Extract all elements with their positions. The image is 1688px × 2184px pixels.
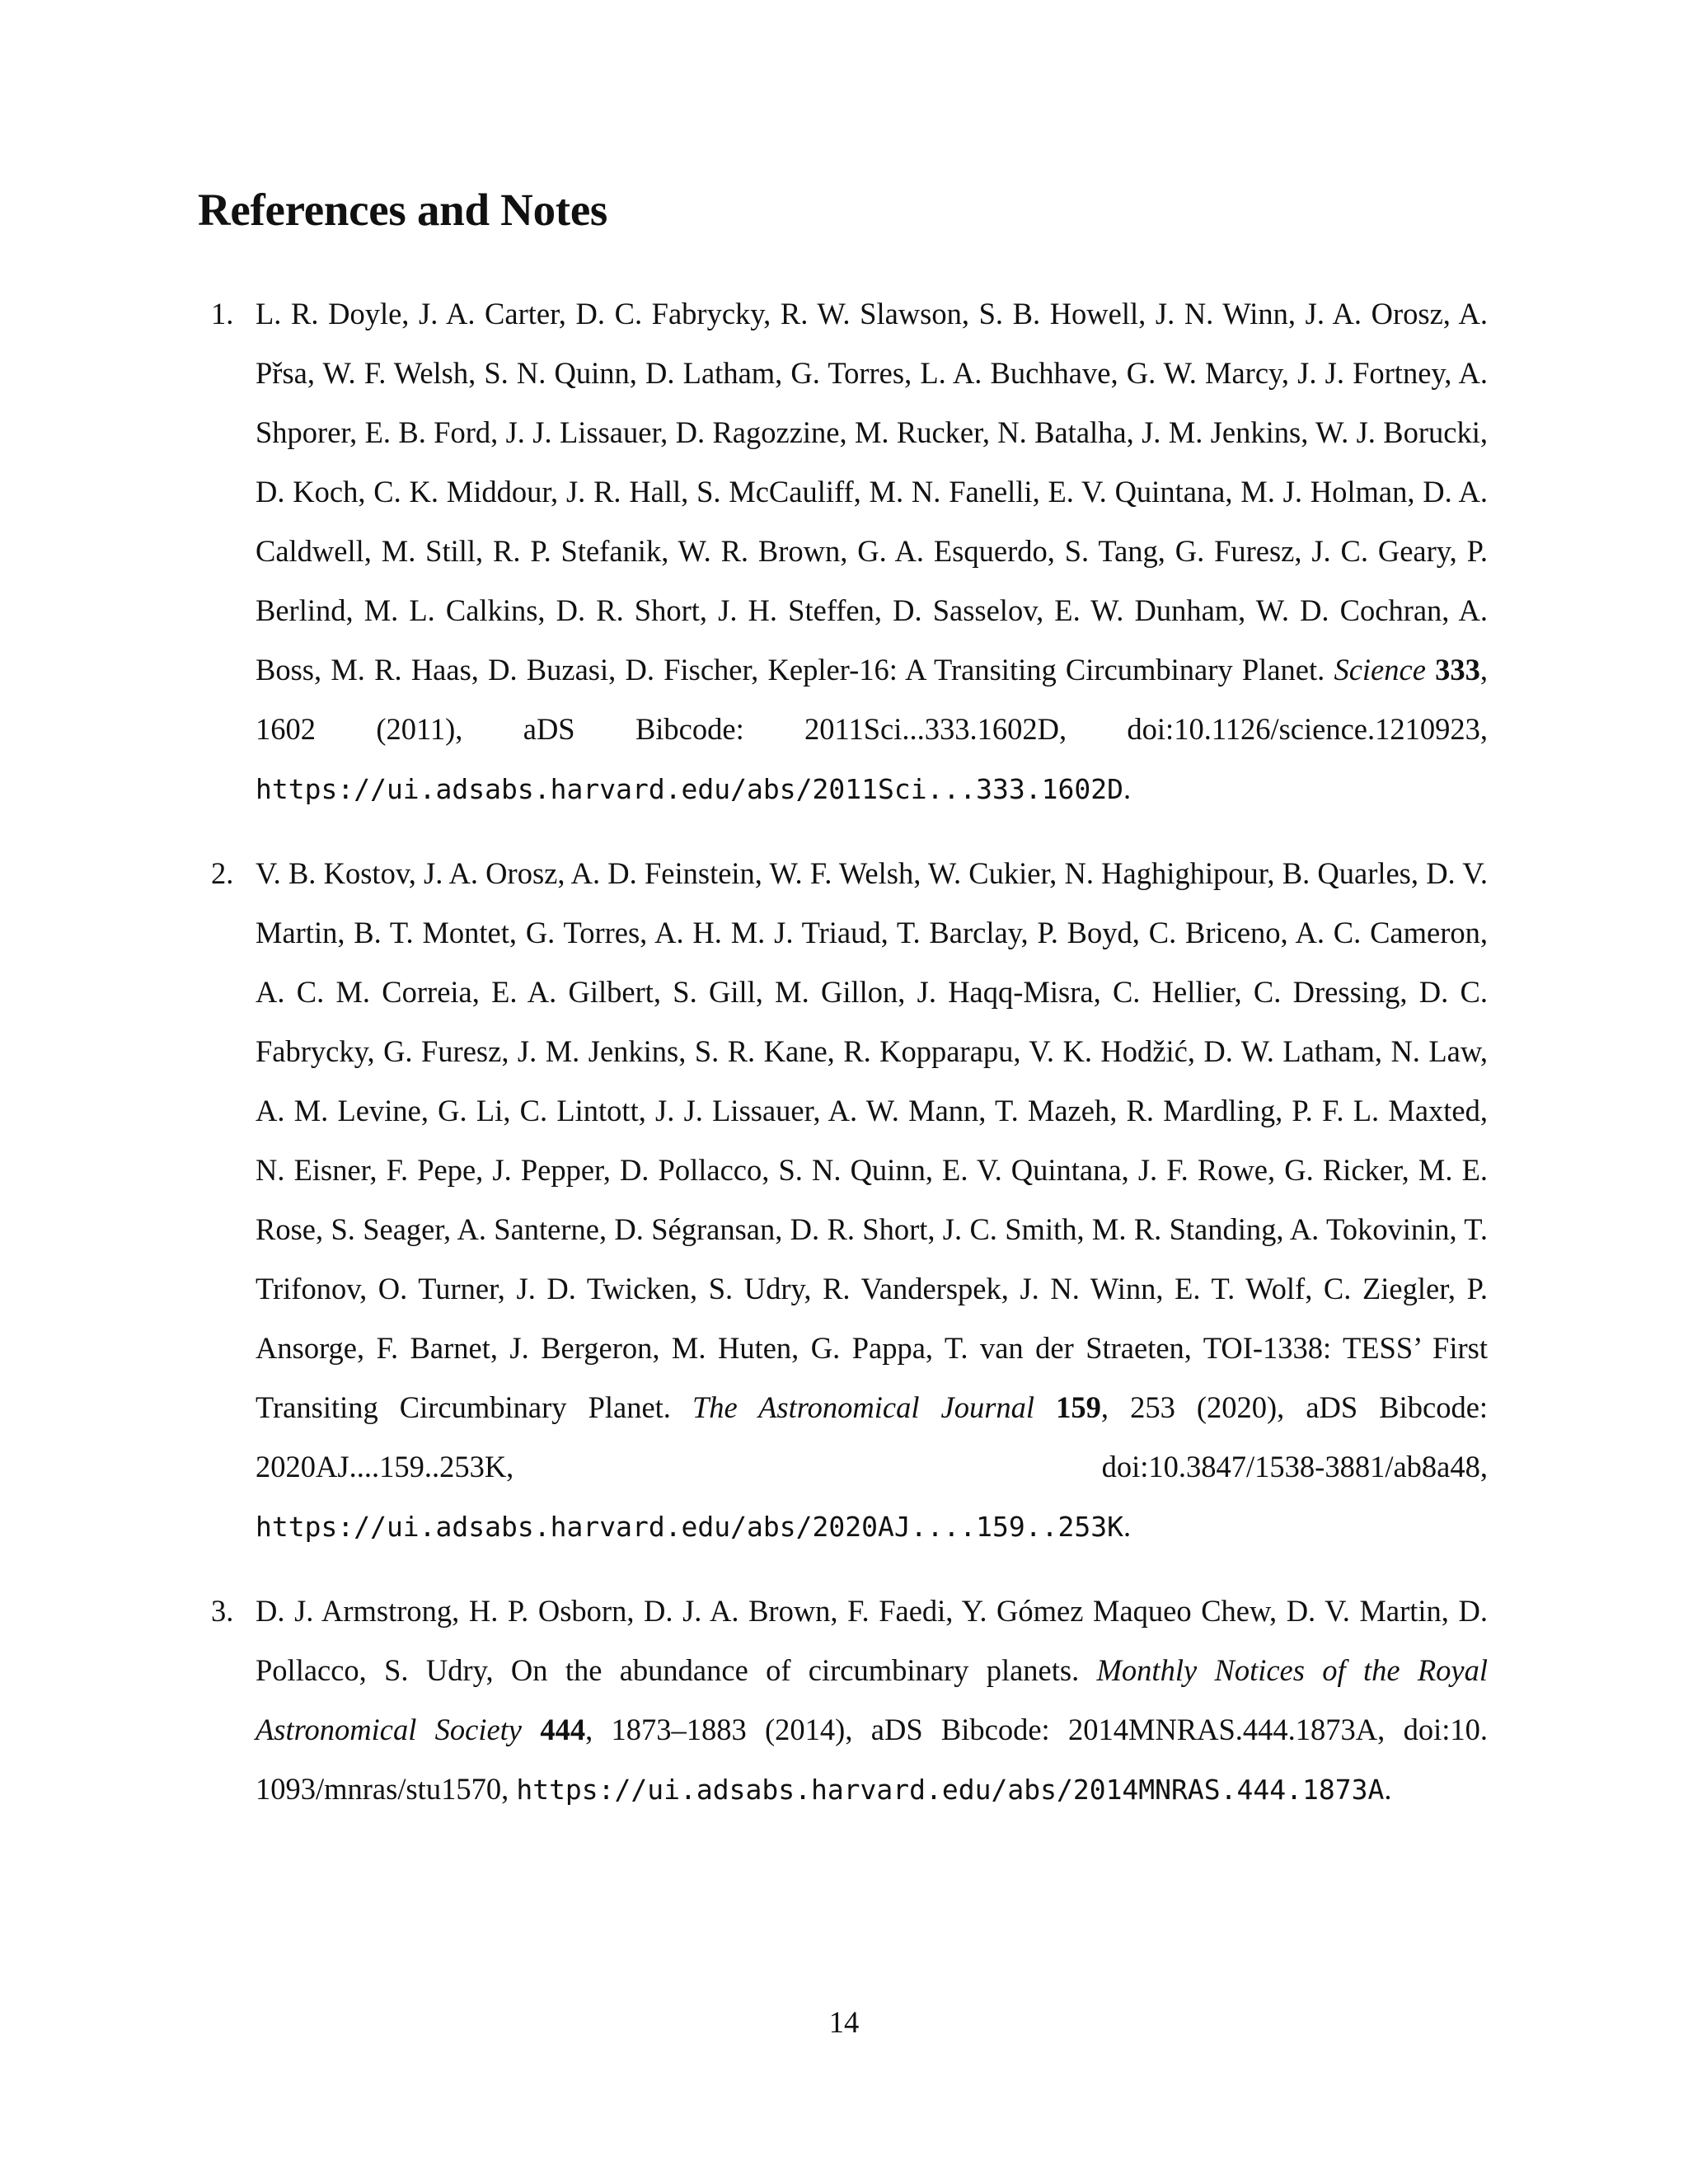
reference-item-2 xyxy=(198,844,1488,1557)
reference-details: , 253 (2020), aDS Bibcode: 2020AJ....159..253K, doi:10.3847/1538-3881/ab8a48, xyxy=(256,1390,1489,1483)
reference-authors-title: V. B. Kostov, J. A. Orosz, A. D. Feinstein, W. F. Welsh, W. Cukier, N. Haghighipour, B. Quarles, D. V. Martin, B. T. Montet, G. Torres, A. H. M. J. Triaud, T. Barclay, P. Boyd, C. Briceno, A. C. Cameron, A. C. M. Correia, E. A. Gilbert, S. Gill, M. Gillon, J. Haqq-Misra, C. Hellier, C. Dressing, D. C. Fabrycky, G. Furesz, J. M. Jenkins, S. R. Kane, R. Kopparapu, V. K. Hodžić, D. W. Latham, N. Law, A. M. Levine, G. Li, C. Lintott, J. J. Lissauer, A. W. Mann, T. Mazeh, R. Mardling, P. F. L. Maxted, N. Eisner, F. Pepe, J. Pepper, D. Pollacco, S. N. Quinn, E. V. Quintana, J. F. Rowe, G. Ricker, M. E. Rose, S. Seager, A. Santerne, D. Ségransan, D. R. Short, J. C. Smith, M. R. Standing, A. Tokovinin, T. Trifonov, O. Turner, J. D. Twicken, S. Udry, R. Vanderspek, J. N. Winn, E. T. Wolf, C. Ziegler, P. Ansorge, F. Barnet, J. Bergeron, M. Huten, G. Pappa, T. van der Straeten, TOI-1338: TESS’ First Transiting Circumbinary Planet. xyxy=(256,856,1488,1424)
reference-volume: 159 xyxy=(1056,1390,1101,1424)
reference-volume: 444 xyxy=(540,1713,586,1746)
reference-list xyxy=(198,284,1488,1820)
reference-item-3 xyxy=(198,1582,1488,1820)
reference-number: 3. xyxy=(211,1594,234,1628)
reference-details: , 1602 (2011), aDS Bibcode: 2011Sci...333.1602D, doi:10.1126/science.1210923, xyxy=(256,653,1488,746)
reference-journal: The Astronomical Journal xyxy=(692,1390,1035,1424)
reference-volume: 333 xyxy=(1435,653,1480,687)
reference-details: , 1873–1883 (2014), aDS Bibcode: 2014MNRAS.444.1873A, doi:10.​1093/mnras/stu1570, xyxy=(256,1713,1488,1806)
page-number: 14 xyxy=(828,2005,860,2039)
reference-journal: Science xyxy=(1334,653,1426,687)
reference-journal: Monthly Notices of the Royal Astronomical Society xyxy=(256,1653,1488,1746)
reference-end-punct: . xyxy=(1123,1509,1132,1543)
reference-url-link[interactable]: https://ui.adsabs.harvard.edu/abs/2020AJ....159..253K xyxy=(256,1511,1123,1543)
reference-url-link[interactable]: https://ui.adsabs.harvard.edu/abs/2011Sci...333.1602D xyxy=(256,773,1123,805)
reference-authors-title: L. R. Doyle, J. A. Carter, D. C. Fabrycky, R. W. Slawson, S. B. Howell, J. N. Winn, J. A. Orosz, A. Přsa, W. F. Welsh, S. N. Quinn, D. Latham, G. Torres, L. A. Buchhave, G. W. Marcy, J. J. Fortney, A. Shporer, E. B. Ford, J. J. Lissauer, D. Ragozzine, M. Rucker, N. Batalha, J. M. Jenkins, W. J. Borucki, D. Koch, C. K. Middour, J. R. Hall, S. McCauliff, M. N. Fanelli, E. V. Quintana, M. J. Holman, D. A. Caldwell, M. Still, R. P. Stefanik, W. R. Brown, G. A. Esquerdo, S. Tang, G. Furesz, J. C. Geary, P. Berlind, M. L. Calkins, D. R. Short, J. H. Steffen, D. Sasselov, E. W. Dunham, W. D. Cochran, A. Boss, M. R. Haas, D. Buzasi, D. Fischer, Kepler-16: A Transiting Circumbinary Planet. xyxy=(256,297,1488,687)
reference-authors-title: D. J. Armstrong, H. P. Osborn, D. J. A. Brown, F. Faedi, Y. Gómez Maqueo Chew, D. V. Martin, D. Pollacco, S. Udry, On the abundance of circumbinary planets. xyxy=(256,1594,1488,1687)
reference-end-punct: . xyxy=(1123,771,1132,805)
reference-item-1 xyxy=(198,284,1488,819)
reference-number: 2. xyxy=(211,856,234,890)
reference-url-link[interactable]: https://ui.adsabs.harvard.edu/abs/2014MNRAS.444.1873A xyxy=(516,1774,1385,1806)
reference-number: 1. xyxy=(211,297,234,330)
reference-end-punct: . xyxy=(1384,1772,1392,1806)
section-title: References and Notes xyxy=(198,185,608,235)
